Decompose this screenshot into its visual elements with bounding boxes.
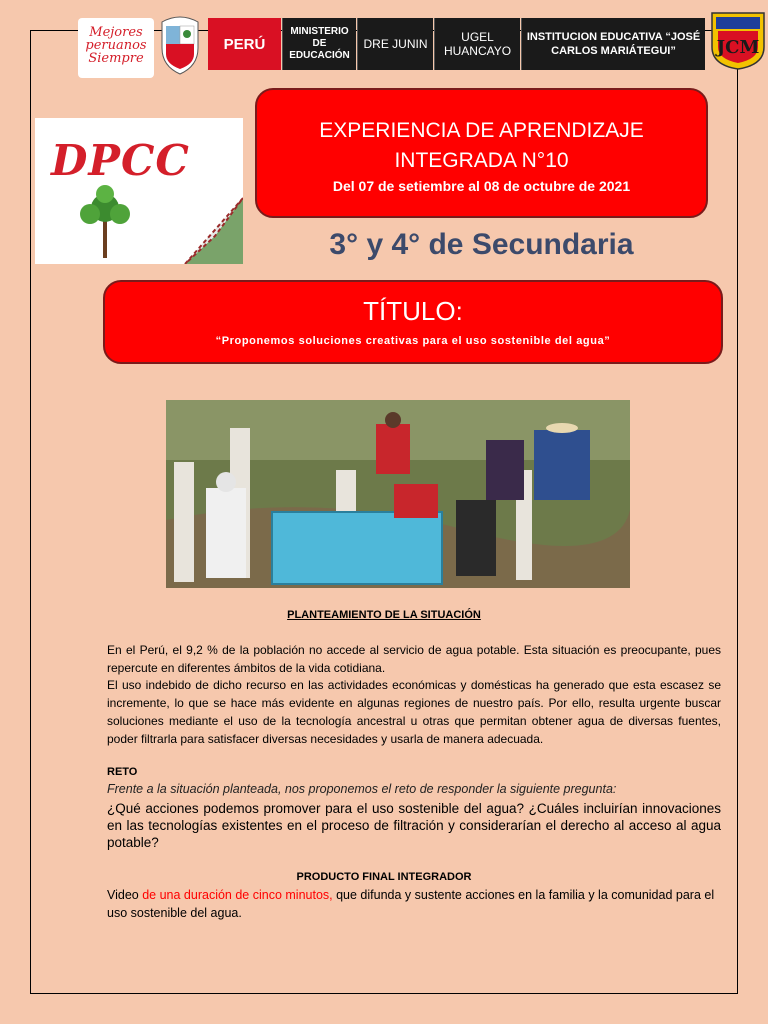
tree-icon [35, 118, 243, 264]
ugel-label: UGEL HUANCAYO [434, 18, 520, 70]
dre-label: DRE JUNIN [357, 18, 433, 70]
titulo-banner [103, 280, 723, 364]
grade-heading: 3° y 4° de Secundaria [329, 228, 634, 261]
institucion-label: INSTITUCION EDUCATIVA “JOSÉ CARLOS MARIÁTEGUI” [521, 18, 705, 70]
ministerio-label: MINISTERIO DE EDUCACIÓN [282, 18, 356, 70]
svg-text:JCM: JCM [716, 37, 760, 58]
logo-text: Mejores peruanos Siempre [85, 25, 147, 66]
situacion-heading: PLANTEAMIENTO DE LA SITUACIÓN [287, 609, 481, 621]
producto-text-post: que difunda y sustente acciones en la familia y la comunidad para el uso sostenible del agua. [107, 888, 715, 920]
reto-heading: RETO [107, 766, 138, 778]
reto-question: ¿Qué acciones podemos promover para el uso sostenible del agua? ¿Cuáles incluirían innovaciones en las tecnologías existentes en el proceso de filtración y considerarían el derecho al acceso al agua potable? [107, 801, 721, 850]
experiencia-title-line2: INTEGRADA N°10 [394, 149, 569, 172]
peru-label: PERÚ [208, 18, 281, 70]
producto-heading: PRODUCTO FINAL INTEGRADOR [296, 871, 472, 883]
titulo-label: TÍTULO: [363, 296, 463, 326]
situacion-paragraph-2: El uso indebido de dicho recurso en las actividades económicas y domésticas ha generado que esta escasez se incremente, lo que se hace más evidente en algunas regiones de nuestro país. Por ello, resulta urgente buscar soluciones mediante el uso de la tecnología ancestral u otras que permitan obtener agua de diversas fuentes, poder filtrarla para satisfacer diversas necesidades y usarla de manera adecuada. [107, 678, 721, 746]
situacion-paragraph-1: En el Perú, el 9,2 % de la población no accede al servicio de agua potable. Esta situación es preocupante, pues repercute en diferentes ámbitos de la vida cotidiana. [107, 643, 721, 675]
peru-coat-of-arms-icon [158, 14, 202, 76]
producto-text-pre: Video [107, 888, 143, 902]
producto-text-highlight: de una duración de cinco minutos, [142, 888, 333, 902]
experiencia-title-line1: EXPERIENCIA DE APRENDIZAJE [319, 119, 644, 142]
reto-intro: Frente a la situación planteada, nos proponemos el reto de responder la siguiente pregunta: [107, 782, 617, 796]
experiencia-banner [255, 88, 708, 218]
dpcc-word: DPCC [51, 136, 190, 185]
community-water-photo [166, 400, 630, 588]
producto-text [107, 886, 721, 922]
school-crest-icon [708, 9, 768, 71]
experiencia-dates: Del 07 de setiembre al 08 de octubre de 2021 [332, 178, 631, 194]
dpcc-logo [35, 118, 243, 264]
titulo-text: “Proponemos soluciones creativas para el uso sostenible del agua” [215, 335, 611, 347]
mejores-peruanos-logo [78, 18, 154, 78]
